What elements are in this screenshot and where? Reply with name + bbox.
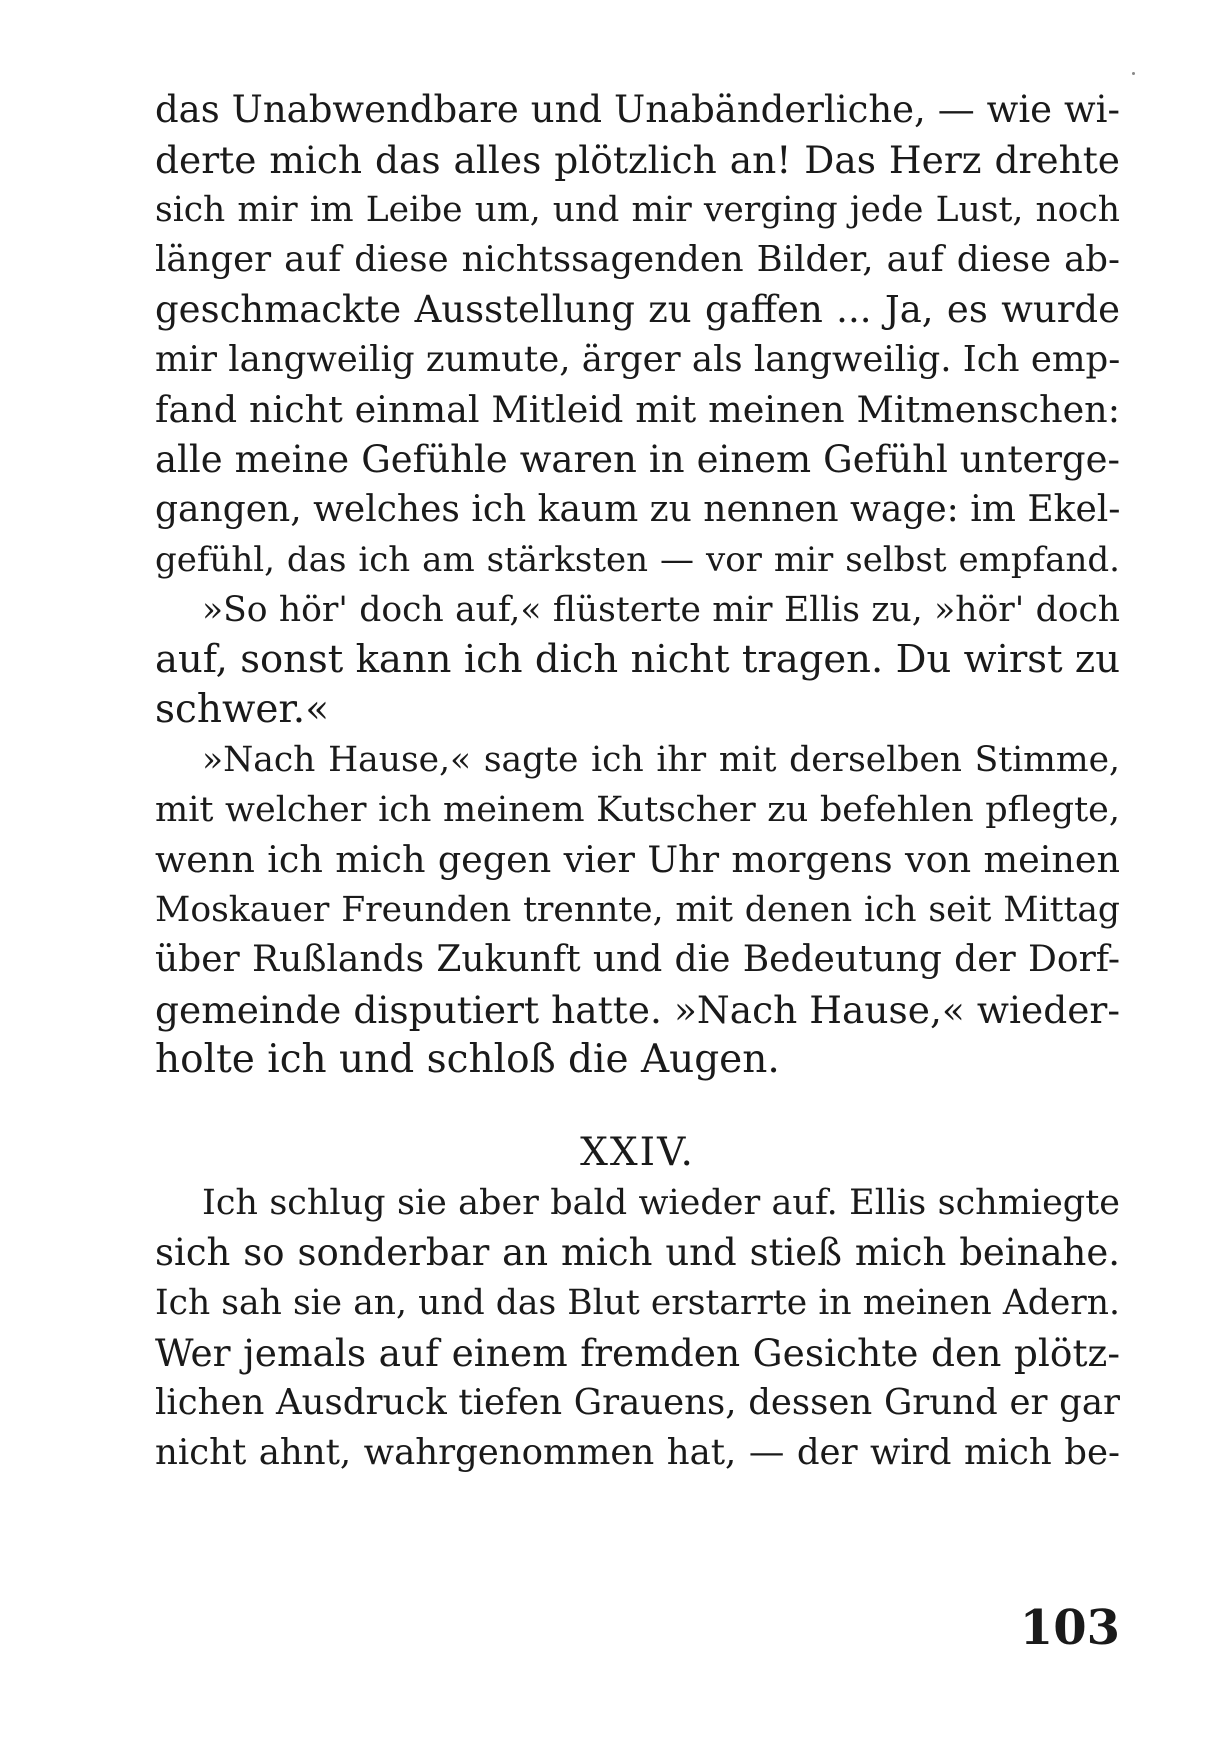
text-line: geschmackte Ausstellung zu gaffen ... Ja, es wurde [155,288,1120,331]
text-line: Moskauer Freunden trennte, mit denen ich seit Mittag [155,890,1120,930]
text-line: wenn ich mich gegen vier Uhr morgens von meinen [155,838,1120,881]
paragraph-2 [155,585,1120,735]
text-line: schwer.« [155,687,330,732]
text-line: derte mich das alles plötzlich an! Das Herz drehte [155,138,1120,182]
text-line: »So hör' doch auf,« flüsterte mir Ellis zu, »hör' doch [202,590,1120,630]
chapter-heading: XXIV. [580,1130,695,1175]
page-number: 103 [1019,1600,1120,1656]
text-line: nicht ahnt, wahrgenommen hat, — der wird mich be- [155,1432,1120,1473]
text-line: alle meine Gefühle waren in einem Gefühl unterge- [155,438,1120,481]
text-line: sich so sonderbar an mich und stieß mich beinahe. [155,1231,1120,1274]
text-line: mit welcher ich meinem Kutscher zu befehlen pflegte, [155,790,1120,830]
text-line: Ich sah sie an, und das Blut erstarrte in meinen Adern. [155,1283,1120,1323]
text-line: lichen Ausdruck tiefen Grauens, dessen Grund er gar [155,1382,1120,1423]
paragraph-1 [155,85,1120,585]
text-line: das Unabwendbare und Unabänderliche, — wie wi- [155,88,1120,131]
text-line: gangen, welches ich kaum zu nennen wage: im Ekel- [155,489,1121,530]
text-line: »Nach Hause,« sagte ich ihr mit derselben Stimme, [202,740,1120,780]
text-line: holte ich und schloß die Augen. [155,1037,780,1082]
text-line: sich mir im Leibe um, und mir verging jede Lust, noch [155,190,1120,230]
book-page [155,85,1120,1478]
paragraph-3 [155,735,1120,1085]
text-line: gemeinde disputiert hatte. »Nach Hause,« wieder- [155,988,1120,1032]
text-line: Ich schlug sie aber bald wieder auf. Ellis schmiegte [202,1183,1120,1223]
text-line: länger auf diese nichtssagenden Bilder, auf diese ab- [155,239,1120,280]
print-speck [1132,72,1135,75]
text-line: Wer jemals auf einem fremden Gesichte den plötz- [155,1331,1120,1375]
text-line: auf, sonst kann ich dich nicht tragen. Du wirst zu [155,637,1120,682]
text-line: mir langweilig zumute, ärger als langweilig. Ich emp- [155,339,1121,380]
text-line: über Rußlands Zukunft und die Bedeutung der Dorf- [155,939,1120,980]
text-line: gefühl, das ich am stärksten — vor mir selbst empfand. [155,540,1120,580]
text-line: fand nicht einmal Mitleid mit meinen Mitmenschen: [155,388,1120,431]
section-gap [155,1085,1120,1128]
paragraph-4 [155,1178,1120,1478]
